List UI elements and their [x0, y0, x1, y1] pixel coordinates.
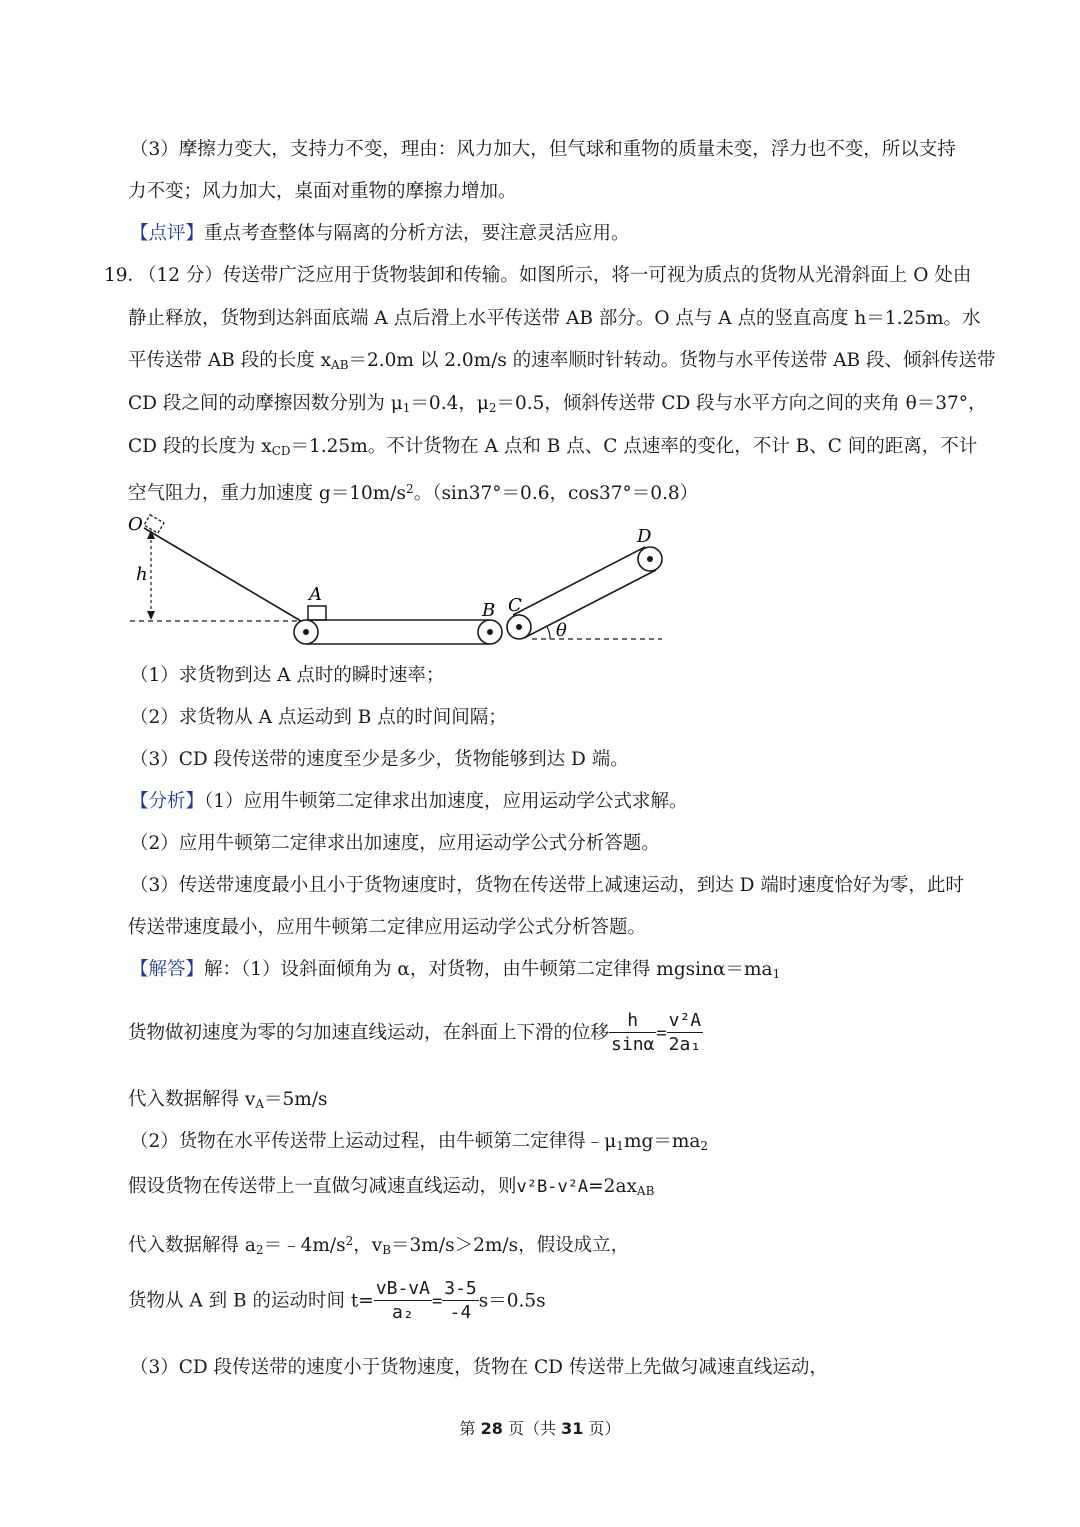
q19-line6: 空气阻力，重力加速度 $g=10m/s^2$。（sin37°＝0.6，cos37°＝0.8） [128, 482, 699, 504]
label-d: D [637, 526, 652, 547]
conveyor-diagram [122, 512, 682, 652]
label-c: C [508, 595, 522, 616]
cargo-block [308, 606, 326, 620]
subq-1: （1）求货物到达 A 点时的瞬时速率； [130, 665, 445, 686]
comment-tag: 【点评】 [130, 223, 205, 244]
height-arrow-bottom [147, 611, 155, 620]
subq-2: （2）求货物从 A 点运动到 B 点的时间间隔； [130, 707, 507, 728]
fraction-3-5: $\frac{3-5}{-4}$ [444, 1278, 477, 1323]
fraction-vb-va: $\frac{vB-vA}{\text{a₂}}$ [375, 1278, 430, 1323]
belt-cd-bottom [524, 570, 656, 638]
solution-line6: 代入数据解得 $a_2=﹣4m/s^2$，$v_B=3m/s>2m/s$，假设成立， [128, 1234, 630, 1257]
q19-line5: CD 段的长度为 $x_{CD}=1.25m$。不计货物在 A 点和 B 点、C 点速率的变化，不计 B、C 间的距离，不计 [128, 436, 978, 458]
solution-line4: （2）货物在水平传送带上运动过程，由牛顿第二定律得$﹣\mu_1mg=ma_2$ [130, 1131, 709, 1153]
solution-line3: 代入数据解得 $v_A=5m/s$ [128, 1089, 328, 1111]
prev-item3-line2: 力不变；风力加大，桌面对重物的摩擦力增加。 [128, 181, 517, 202]
comment-text: 重点考查整体与隔离的分析方法，要注意灵活应用。 [204, 223, 630, 244]
label-o: O [128, 514, 143, 535]
analysis-line1: 【分析】（1）应用牛顿第二定律求出加速度，应用运动学公式求解。 [130, 791, 688, 812]
q19-line3: 平传送带 AB 段的长度 $x_{AB}=2.0m$ 以 2.0m/s 的速率顺时针转动。货物与水平传送带 AB 段、倾斜传送带 [128, 350, 996, 372]
label-a: A [309, 584, 322, 605]
q19-line1: （12 分）传送带广泛应用于货物装卸和传输。如图所示，将一可视为质点的货物从光滑斜面上 O 处由 [138, 265, 972, 286]
fraction-h-sin: $\frac{h}{\sin\alpha}$ [611, 1010, 655, 1055]
solution-line5: 假设货物在传送带上一直做匀减速直线运动，则v²B-$v^2A=2ax_{AB}$ [128, 1176, 655, 1198]
subq-3: （3）CD 段传送带的速度至少是多少，货物能够到达 D 端。 [130, 749, 629, 770]
q19-line4: CD 段之间的动摩擦因数分别为 $\mu_1=0.4$，$\mu_2=0.5$，倾斜传送带 CD 段与水平方向之间的夹角 θ＝37°， [128, 393, 987, 415]
analysis-line4: 传送带速度最小，应用牛顿第二定律应用运动学公式分析答题。 [128, 917, 647, 938]
label-h: h [136, 564, 148, 585]
page-number: 28 [480, 1419, 503, 1438]
analysis-tag: 【分析】 [130, 791, 205, 812]
label-theta: θ [556, 620, 567, 641]
question-number: 19． [104, 265, 147, 286]
solution-line1: 【解答】解：（1）设斜面倾角为 α，对货物，由牛顿第二定律得 $mgsin\alpha=ma_1$ [130, 959, 781, 981]
analysis-line3: （3）传送带速度最小且小于货物速度时，货物在传送带上减速运动，到达 D 端时速度恰好为零，此时 [130, 875, 964, 896]
solution-line8: （3）CD 段传送带的速度小于货物速度，货物在 CD 传送带上先做匀减速直线运动， [130, 1357, 828, 1378]
solution-line7: 货物从 A 到 B 的运动时间 t= $\frac{vB-vA}{\text{a₂}}$ = $\frac{3-5}{-4}$ s＝0.5s [128, 1278, 546, 1323]
analysis-line2: （2）应用牛顿第二定律求出加速度，应用运动学公式分析答题。 [130, 833, 660, 854]
solution-tag: 【解答】 [130, 959, 205, 980]
solution-line2: 货物做初速度为零的匀加速直线运动，在斜面上下滑的位移 $\frac{h}{\sin\alpha}$ = $\frac{\text{v²A}}{\text{2a₁}}$ [128, 1010, 702, 1055]
label-b: B [482, 600, 496, 621]
angle-arc [547, 627, 550, 639]
page-footer: 第 28 页（共 31 页） [459, 1419, 621, 1438]
prev-item3-line1: （3）摩擦力变大，支持力不变，理由：风力加大，但气球和重物的质量未变，浮力也不变，所以支持 [130, 139, 956, 160]
belt-cd-top [513, 547, 645, 615]
page-total: 31 [561, 1419, 584, 1438]
fraction-va-2a1: $\frac{\text{v²A}}{\text{2a₁}}$ [668, 1010, 702, 1055]
q19-line2: 静止释放，货物到达斜面底端 A 点后滑上水平传送带 AB 部分。O 点与 A 点的竖直高度 h＝1.25m。水 [128, 308, 981, 329]
comment-line [130, 222, 630, 246]
incline-line [144, 528, 306, 624]
